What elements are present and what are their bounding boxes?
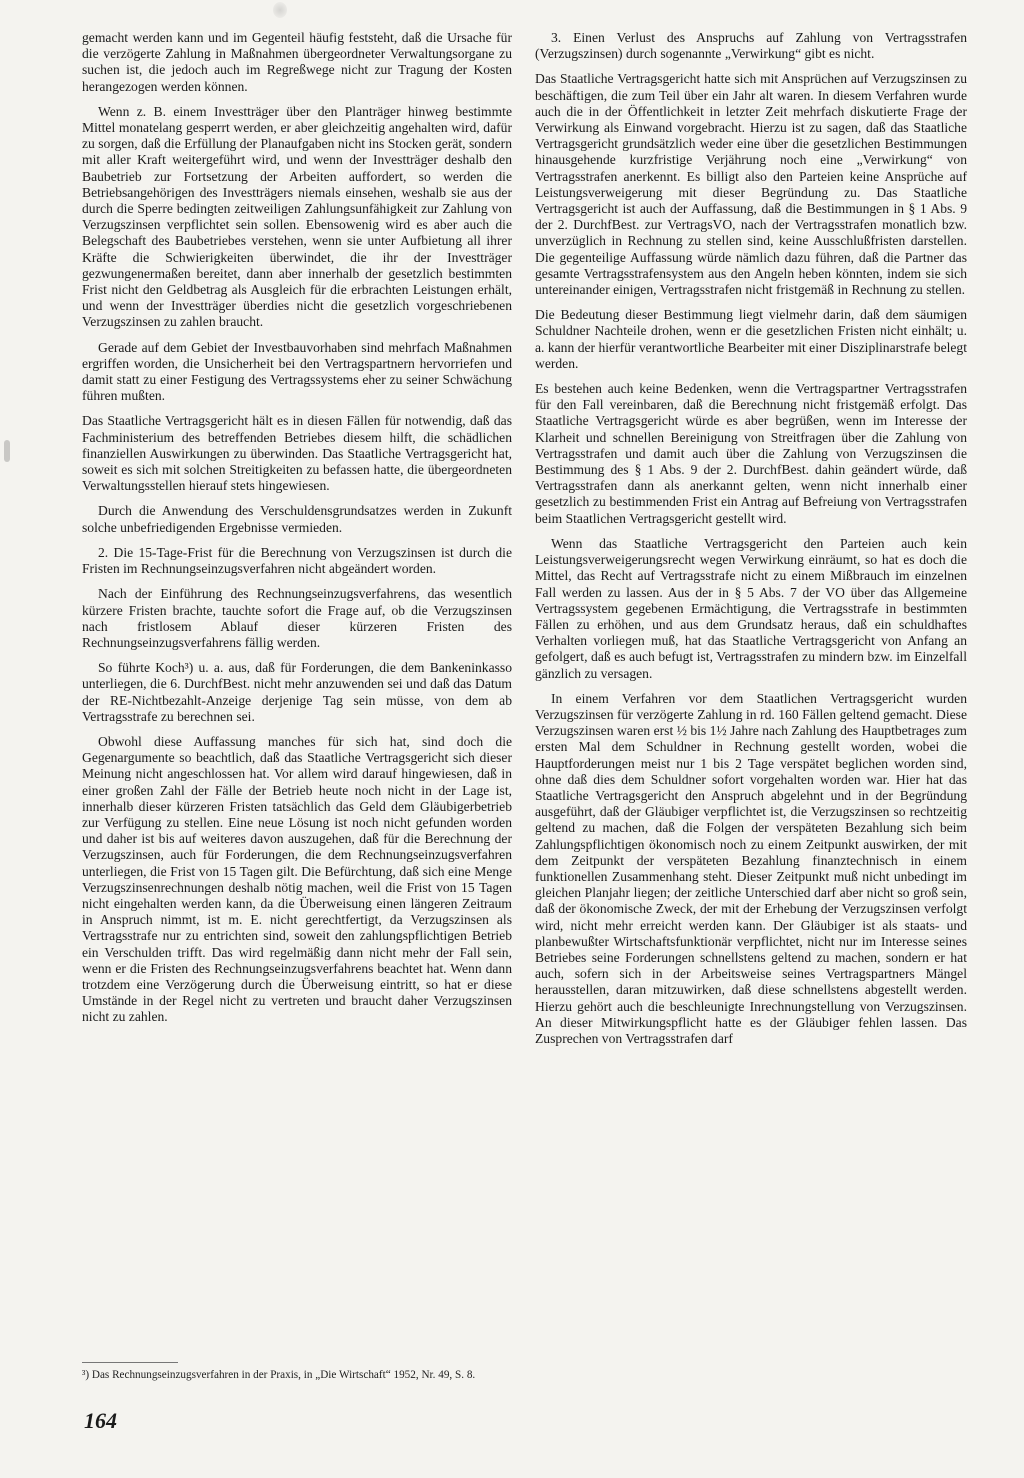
paragraph: Obwohl diese Auffassung manches für sich hat, sind doch die Gegenargumente so beachtlich, daß das Staatliche Vertragsgericht sich dieser Meinung nicht angeschlossen hat. Vor allem wird darauf hingewiesen, daß in einer großen Zahl der Fälle der Betrieb heute noch nicht in der Lage ist, innerhalb dieser kürzeren Fristen tatsächlich das Geld dem Gläubigerbetrieb zur Verfügung zu stellen. Eine neue Lösung ist noch nicht gefunden worden und daher ist bis auf weiteres davon auszugehen, daß für die Berechnung der Verzugszinsen, auch für Forderungen, die dem Rechnungseinzugsverfahren unterliegen, die Frist von 15 Tagen gilt. Die Befürchtung, daß sich eine Menge Verzugszinsenrechnungen deshalb nötig machen, weil die Frist von 15 Tagen nicht eingehalten werden kann, da die Überweisung einen längeren Zeitraum in Anspruch nimmt, ist m. E. nicht gerechtfertigt, da Verzugszinsen als Vertragsstrafe nur zu entrichten sind, soweit den zahlungspflichtigen Betrieb ein Verschulden trifft. Das wird regelmäßig dann nicht mehr der Fall sein, wenn er die Fristen des Rechnungseinzugsverfahrens beachtet hat. Wenn dann trotzdem eine Verzögerung durch die Überweisung eintritt, so hat er diese Umstände in der Regel nicht zu vertreten und braucht daher Verzugszinsen nicht zu zahlen. — [82, 733, 512, 1025]
page-number: 164 — [84, 1408, 117, 1433]
paragraph: So führte Koch³) u. a. aus, daß für Forderungen, die dem Bankeninkasso unterliegen, die 6. DurchfBest. nicht mehr anzuwenden sei und daß das Datum der RE-Nichtbezahlt-Anzeige derjenige Tag sein müsse, von dem ab Vertragsstrafe zu berechnen sei. — [82, 660, 512, 724]
paragraph: Es bestehen auch keine Bedenken, wenn die Vertragspartner Vertragsstrafen für den Fall vereinbaren, daß die Berechnung nicht fristgemäß erfolgt. Das Staatliche Vertragsgericht würde es aber begrüßen, wenn im Interesse der Klarheit und schnellen Bereinigung von Streitfragen über die Zahlung von Vertragsstrafen und damit auch über die Zahlung von Verzugszinsen die Bestimmung des § 1 Abs. 9 der 2. DurchfBest. dahin geändert würde, daß Vertragsstrafen dann als anerkannt gelten, wenn nicht innerhalb einer gesetzlich zu bestimmenden Frist ein Antrag auf Befreiung von Vertragsstrafen beim Staatlichen Vertragsgericht gestellt wird. — [535, 381, 967, 526]
left-column — [82, 30, 512, 1035]
footnote-area — [82, 1362, 512, 1382]
paragraph: In einem Verfahren vor dem Staatlichen Vertragsgericht wurden Verzugszinsen für verzögerte Zahlung in rd. 160 Fällen geltend gemacht. Diese Verzugszinsen waren erst ½ bis 1½ Jahre nach Zahlung des Hauptbetrages zum ersten Mal dem Schuldner in Rechnung gestellt worden, wobei die Hauptforderungen meist nur 1 bis 2 Tage verspätet beglichen worden sind, ohne daß dies dem Schuldner sofort vorgehalten worden war. Hier hat das Staatliche Vertragsgericht den Anspruch abgelehnt und in der Begründung ausgeführt, daß der Gläubiger verpflichtet ist, die Verzugszinsen so rechtzeitig geltend zu machen, daß die Folgen der verspäteten Bezahlung sich beim Zahlungspflichtigen ökonomisch noch zu einem Zeitpunkt auswirken, der mit dem Zeitpunkt der verspäteten Bezahlung finanztechnisch in einem funktionellen Zusammenhang steht. Dieser Zeitpunkt muß nicht unbedingt im gleichen Planjahr liegen; der zeitliche Unterschied darf aber nicht so groß sein, daß der ökonomische Zweck, der mit der Erhebung der Verzugszinsen verfolgt wird, nicht mehr erreicht werden kann. Der Gläubiger ist als staats- und planbewußter Wirtschaftsfunktionär verpflichtet, nicht nur im Interesse seines Betriebes seine Forderungen schnellstens geltend zu machen, sondern er hat auch, sofern sich in der Arbeitsweise seines Vertragspartners Mängel herausstellen, daran mitzuwirken, daß diese schnellstens abgestellt werden. Hierzu gehört auch die beschleunigte Inrechnungstellung von Verzugszinsen. An dieser Mitwirkungspflicht hatte es der Gläubiger fehlen lassen. Das Zusprechen von Vertragsstrafen darf — [535, 690, 967, 1046]
paragraph: Durch die Anwendung des Verschuldensgrundsatzes werden in Zukunft solche unbefriedigenden Ergebnisse vermieden. — [82, 503, 512, 535]
paragraph: Nach der Einführung des Rechnungseinzugsverfahrens, das wesentlich kürzere Fristen brachte, tauchte sofort die Frage auf, ob die Verzugszinsen nach fristlosem Ablauf dieser kürzeren Fristen des Rechnungseinzugsverfahrens fällig werden. — [82, 586, 512, 650]
right-column — [535, 30, 967, 1056]
paragraph: Die Bedeutung dieser Bestimmung liegt vielmehr darin, daß dem säumigen Schuldner Nachteile drohen, wenn er die gesetzlichen Fristen nicht einhält; u. a. kann der hierfür verantwortliche Bearbeiter mit einer Disziplinarstrafe belegt werden. — [535, 307, 967, 371]
paragraph: Das Staatliche Vertragsgericht hatte sich mit Ansprüchen auf Verzugszinsen zu beschäftigen, die zum Teil über ein Jahr alt waren. In diesem Verfahren wurde auch die in der Öffentlichkeit in letzter Zeit mehrfach diskutierte Frage der Verwirkung als Einwand vorgebracht. Hierzu ist zu sagen, daß das Staatliche Vertragsgericht grundsätzlich weder eine über die gesetzlichen Bestimmungen hinausgehende kurzfristige Verjährung noch eine „Verwirkung“ von Vertragsstrafen anerkennt. Es billigt also den Parteien keine Ansprüche auf Leistungsverweigerung mit dieser Begründung zu. Das Staatliche Vertragsgericht ist auch der Auffassung, daß die Bestimmungen in § 1 Abs. 9 der 2. DurchfBest. zur VertragsVO, nach der Vertragsstrafen monatlich bzw. unverzüglich in Rechnung zu stellen sind, keine Ausschlußfristen darstellen. Die gegenteilige Auffassung würde nämlich dazu führen, daß die Partner das gesamte Vertragsstrafensystem aus den Angeln heben könnten, indem sie sich untereinander einigen, Vertragsstrafen nicht fristgemäß in Rechnung zu stellen. — [535, 71, 967, 298]
footnote-rule — [82, 1362, 178, 1363]
section-heading-paragraph: 3. Einen Verlust des Anspruchs auf Zahlung von Vertragsstrafen (Verzugszinsen) durch sogenannte „Verwirkung“ gibt es nicht. — [535, 30, 967, 62]
scan-margin-mark — [4, 440, 10, 462]
paragraph: Wenn das Staatliche Vertragsgericht den Parteien auch kein Leistungsverweigerungsrecht wegen Verwirkung einräumt, so hat es doch die Mittel, das Recht auf Vertragsstrafe nicht zu einem Mißbrauch im einzelnen Fall werden zu lassen. Aus der in § 5 Abs. 7 der VO über das Allgemeine Vertragssystem gegebenen Ermächtigung, die Vertragsstrafe in bestimmten Fällen zu erhöhen, und aus dem Grundsatz heraus, daß ein schuldhaftes Verhalten vorliegen muß, hat das Staatliche Vertragsgericht von Anfang an gefolgert, daß es auch befugt ist, Vertragsstrafen zu mindern bzw. im Einzelfall gänzlich zu versagen. — [535, 535, 967, 681]
section-heading-paragraph: 2. Die 15-Tage-Frist für die Berechnung von Verzugszinsen ist durch die Fristen im Rechnungseinzugsverfahren nicht abgeändert worden. — [82, 544, 512, 577]
scan-smudge — [273, 2, 287, 18]
paragraph: Wenn z. B. einem Investträger über den Planträger hinweg bestimmte Mittel monatelang gesperrt werden, er aber gleichzeitig angehalten wird, dafür zu sorgen, daß die Erfüllung der Planaufgaben nicht ins Stocken gerät, sondern mit aller Kraft weitergeführt wird, und wenn der Investträger deshalb den Baubetrieb zur Fortsetzung der Arbeiten auffordert, so werden die Betriebsangehörigen des Investträgers niemals einsehen, weshalb sie aus der durch die Sperre bedingten zeitweiligen Zahlungsunfähigkeit zur Zahlung von Verzugszinsen verpflichtet sein sollen. Ebensowenig wird es aber auch die Belegschaft des Baubetriebes verstehen, wenn sie unter Aufbietung all ihrer Kräfte die Schwierigkeiten überwindet, die ihr der Investträger gezwungenermaßen bereitet, dann aber innerhalb der gesetzlich bestimmten Frist nicht den Geldbetrag als Ausgleich für die erbrachten Leistungen erhält, und wenn der Investträger überdies nicht die gesetzlich vorgeschriebenen Verzugszinsen zu zahlen braucht. — [82, 103, 512, 330]
footnote: ³) Das Rechnungseinzugsverfahren in der Praxis, in „Die Wirtschaft“ 1952, Nr. 49, S. 8. — [82, 1369, 476, 1381]
paragraph: gemacht werden kann und im Gegenteil häufig feststeht, daß die Ursache für die verzögerte Zahlung in Maßnahmen übergeordneter Verwaltungsorgane zu suchen ist, die jedoch auch im Regreßwege nicht zur Tragung der Kosten herangezogen werden können. — [82, 30, 512, 94]
paragraph: Das Staatliche Vertragsgericht hält es in diesen Fällen für notwendig, daß das Fachministerium des betreffenden Betriebes diesem hilft, die schädlichen finanziellen Auswirkungen zu überwinden. Das Staatliche Vertragsgericht hat, soweit es sich mit solchen Streitigkeiten zu befassen hatte, die übergeordneten Verwaltungsstellen hierauf stets hingewiesen. — [82, 413, 512, 494]
paragraph: Gerade auf dem Gebiet der Investbauvorhaben sind mehrfach Maßnahmen ergriffen worden, die Unsicherheit bei den Vertragspartnern hervorriefen und damit statt zu einer Festigung des Vertragssystems eher zu seiner Schwächung führen mußten. — [82, 339, 512, 404]
